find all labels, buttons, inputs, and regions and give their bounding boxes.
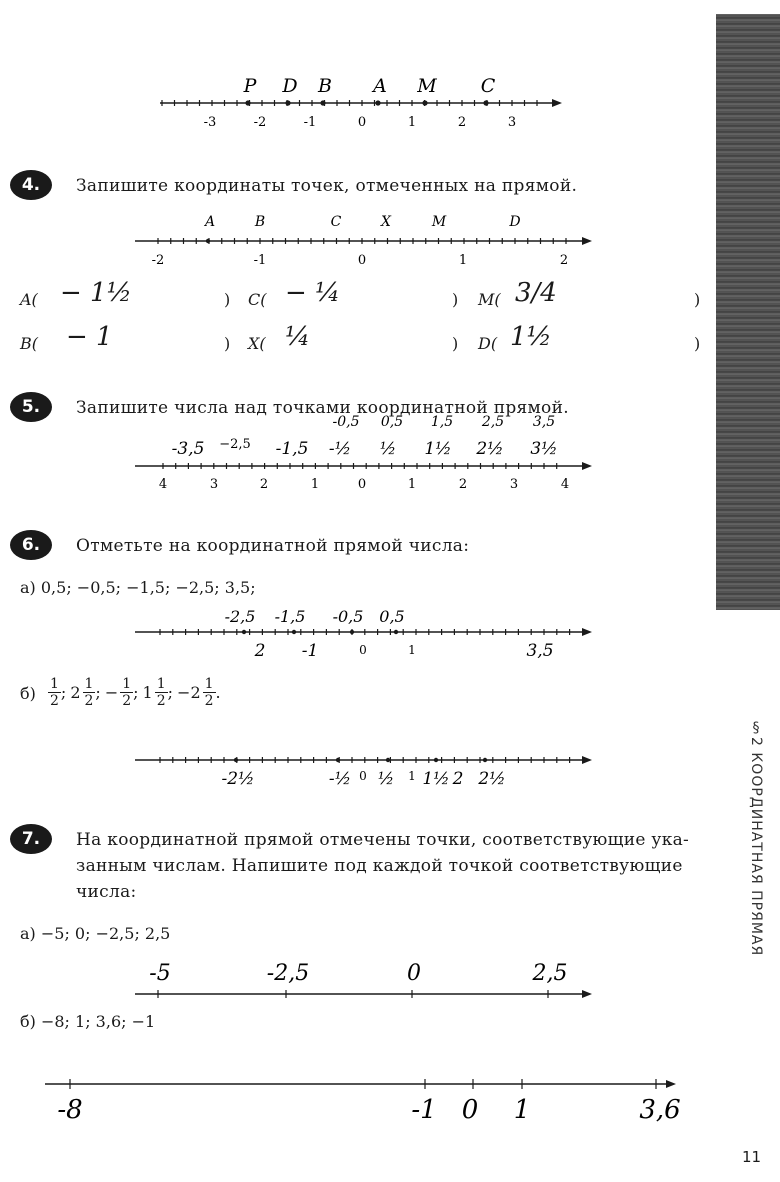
task7b-hw-label: -1: [411, 1095, 437, 1125]
task5-hw-bottom: 1½: [424, 439, 452, 459]
task-7a-number-line: [130, 956, 600, 1006]
task4-answer-label: D(: [478, 334, 498, 353]
top-point-dot: [483, 100, 488, 105]
task6a-dot: [242, 630, 246, 634]
task4-point-label: C: [330, 214, 342, 230]
task5-tick-label: 2: [259, 477, 269, 492]
task5-hw-bottom: -1,5: [275, 439, 309, 459]
top-point-label: M: [417, 75, 437, 97]
task4-answer-close: ): [694, 290, 701, 309]
task-4-badge: 4.: [10, 170, 52, 200]
task4-point-label: M: [431, 214, 447, 230]
task5-hw-top: 3,5: [532, 414, 556, 430]
task5-hw-bottom: -3,5: [171, 439, 205, 459]
fraction-part: [48, 676, 61, 709]
task6a-hw-below: 3,5: [526, 641, 554, 661]
task4-answer-value: − ¼: [285, 278, 341, 308]
task6b-hw-below: 1½: [422, 769, 450, 789]
page-number: 11: [742, 1148, 762, 1166]
side-tab-strip: [716, 14, 780, 610]
task5-tick-label: 0: [357, 477, 367, 492]
fraction-separator: ;: [133, 683, 139, 702]
fraction-numerator: 1: [204, 676, 214, 692]
top-point-dot: [375, 100, 380, 105]
task-7b-label: б) −8; 1; 3,6; −1: [20, 1012, 156, 1031]
task6a-dot: [292, 630, 296, 634]
task6b-hw-below: -½: [328, 769, 352, 789]
task4-answer-close: ): [224, 290, 231, 309]
top-point-label: C: [480, 75, 496, 97]
task4-answer-label: X(: [248, 334, 266, 353]
task-4-number-line: [130, 208, 600, 270]
fraction-separator: .: [215, 683, 221, 702]
task6a-hw-above: 0,5: [379, 607, 405, 626]
fraction-separator: ;: [60, 683, 67, 702]
task6b-dot: [434, 758, 438, 762]
fraction-part: [83, 676, 96, 709]
fraction-whole: 2: [70, 683, 81, 702]
number-line-top: [150, 70, 570, 130]
top-tick-label: 1: [407, 115, 417, 130]
task7a-hw-label: 2,5: [532, 961, 568, 986]
fraction-whole: 1: [142, 683, 153, 702]
task4-answer-close: ): [452, 290, 459, 309]
task5-hw-top: -0,5: [332, 414, 360, 430]
top-point-label: D: [282, 75, 298, 97]
side-section-title: §2 КООРДИНАТНАЯ ПРЯМАЯ: [748, 720, 764, 957]
fraction-numerator: 1: [156, 676, 166, 692]
task6a-hw-above: -1,5: [274, 607, 306, 626]
task6b-tick-label: 1: [408, 769, 416, 783]
task-5-badge: 5.: [10, 392, 52, 422]
task-6-badge: 6.: [10, 530, 52, 560]
top-point-dot: [422, 100, 427, 105]
task5-hw-bottom: ½: [379, 439, 397, 459]
task4-tick-label: 2: [559, 253, 569, 268]
fraction-whole: −2: [177, 683, 201, 702]
task4-point-label: A: [204, 214, 216, 230]
fraction-numerator: 1: [122, 676, 132, 692]
task-7-line-1: На координатной прямой отмечены точки, соответствующие ука-: [76, 830, 690, 850]
task7a-hw-label: -5: [149, 961, 171, 986]
task6a-hw-below: -1: [301, 641, 319, 661]
task7a-hw-label: -2,5: [266, 961, 310, 986]
task6b-fraction: [70, 676, 101, 709]
task4-tick-label: -2: [151, 253, 165, 268]
task5-tick-label: 3: [509, 477, 519, 492]
task-7a-label: а) −5; 0; −2,5; 2,5: [20, 924, 171, 943]
task4-answer-close: ): [452, 334, 459, 353]
top-tick-label: -2: [253, 115, 267, 130]
task-6a-number-line: [130, 600, 600, 666]
task7b-hw-label: -8: [57, 1095, 83, 1125]
fraction-numerator: 1: [84, 676, 94, 692]
task-6a-label: а) 0,5; −0,5; −1,5; −2,5; 3,5;: [20, 578, 256, 597]
fraction-denominator: 2: [50, 693, 59, 709]
task4-answer-value: − 1: [66, 322, 113, 352]
task5-hw-top: 2,5: [481, 414, 505, 430]
task6b-hw-below: -2½: [221, 769, 255, 789]
task6b-fraction: [143, 676, 174, 709]
task4-tick-label: 1: [458, 253, 468, 268]
task6b-dot: [386, 758, 390, 762]
fraction-separator: ;: [167, 683, 174, 702]
task6b-dot: [234, 758, 238, 762]
task6a-tick-label: 1: [408, 643, 416, 657]
fraction-separator: ;: [95, 683, 101, 702]
task7a-hw-label: 0: [407, 961, 421, 986]
fraction-denominator: 2: [122, 693, 132, 709]
task6a-hw-below: 2: [254, 641, 266, 661]
top-point-dot: [320, 100, 325, 105]
task4-answer-value: 3/4: [515, 278, 557, 308]
task6a-dot: [350, 630, 354, 634]
task5-tick-label: 1: [407, 477, 417, 492]
task4-answer-label: A(: [20, 290, 38, 309]
fraction-denominator: 2: [204, 693, 214, 709]
task4-answer-value: − 1½: [60, 278, 132, 308]
task6a-hw-above: -2,5: [224, 607, 256, 626]
task6b-dot: [336, 758, 340, 762]
fraction-denominator: 2: [156, 693, 166, 709]
fraction-part: [155, 676, 168, 709]
fraction-whole: −: [104, 683, 119, 702]
task5-tick-label: 4: [560, 477, 570, 492]
task6b-dot: [483, 758, 487, 762]
task5-hw-top: 1,5: [430, 414, 454, 430]
task6b-fraction: [105, 676, 139, 709]
task6a-tick-label: 0: [359, 643, 367, 657]
task-7-line-3: числа:: [76, 882, 137, 902]
fraction-part: [120, 676, 133, 709]
task6b-fraction: [46, 676, 66, 709]
task6a-dot: [394, 630, 398, 634]
task-5-number-line: [130, 410, 600, 495]
task5-hw-bottom: 2½: [476, 439, 504, 459]
task-6b-number-line: [130, 740, 600, 806]
task7b-hw-label: 0: [461, 1095, 479, 1125]
top-point-dot: [245, 100, 250, 105]
top-tick-label: -1: [303, 115, 317, 130]
task5-hw-bottom: -½: [328, 439, 352, 459]
task6a-hw-above: -0,5: [332, 607, 364, 626]
task5-tick-label: 1: [310, 477, 320, 492]
task7b-hw-label: 1: [513, 1095, 531, 1125]
task4-answer-close: ): [224, 334, 231, 353]
task-4-text: Запишите координаты точек, отмеченных на прямой.: [76, 176, 578, 196]
task4-point-label: X: [381, 214, 391, 230]
task5-tick-label: 2: [458, 477, 468, 492]
task4-answer-label: M(: [478, 290, 501, 309]
task6b-tick-label: 0: [359, 769, 367, 783]
task-7b-number-line: [40, 1062, 690, 1134]
task4-answer-value: 1½: [510, 322, 552, 352]
task4-tick-label: -1: [253, 253, 267, 268]
top-tick-label: 0: [357, 115, 367, 130]
top-point-dot: [285, 100, 290, 105]
top-tick-label: 2: [457, 115, 467, 130]
task4-point-label: B: [254, 214, 266, 230]
task-7-line-2: занным числам. Напишите под каждой точкой соответствующие: [76, 856, 683, 876]
top-tick-label: 3: [507, 115, 517, 130]
top-tick-label: -3: [203, 115, 217, 130]
task5-printed-label: −2,5: [219, 437, 251, 452]
task-6-text: Отметьте на координатной прямой числа:: [76, 536, 470, 556]
task4-answer-label: B(: [20, 334, 38, 353]
task-5-text: Запишите числа над точками координатной прямой.: [76, 398, 569, 418]
task6b-fraction: [177, 676, 221, 709]
task5-hw-bottom: 3½: [530, 439, 558, 459]
task4-point-label: D: [509, 214, 521, 230]
top-point-label: A: [373, 75, 387, 97]
task4-point-dot: [206, 239, 210, 243]
top-point-label: P: [243, 75, 257, 97]
fraction-numerator: 1: [50, 676, 59, 692]
top-point-label: B: [318, 75, 332, 97]
task-6b-prefix: б): [20, 684, 36, 703]
fraction-denominator: 2: [84, 693, 94, 709]
fraction-part: [203, 676, 216, 709]
task6b-hw-below: 2½: [478, 769, 506, 789]
task4-tick-label: 0: [357, 253, 367, 268]
task5-tick-label: 4: [158, 477, 168, 492]
task6b-hw-below: 2: [452, 769, 464, 789]
task5-tick-label: 3: [209, 477, 219, 492]
task4-answer-label: C(: [248, 290, 267, 309]
task6b-hw-below: ½: [377, 769, 395, 789]
task4-answer-close: ): [694, 334, 701, 353]
task4-answer-value: ¼: [285, 322, 311, 352]
task-7-badge: 7.: [10, 824, 52, 854]
task7b-hw-label: 3,6: [639, 1095, 681, 1125]
task5-hw-top: 0,5: [380, 414, 404, 430]
